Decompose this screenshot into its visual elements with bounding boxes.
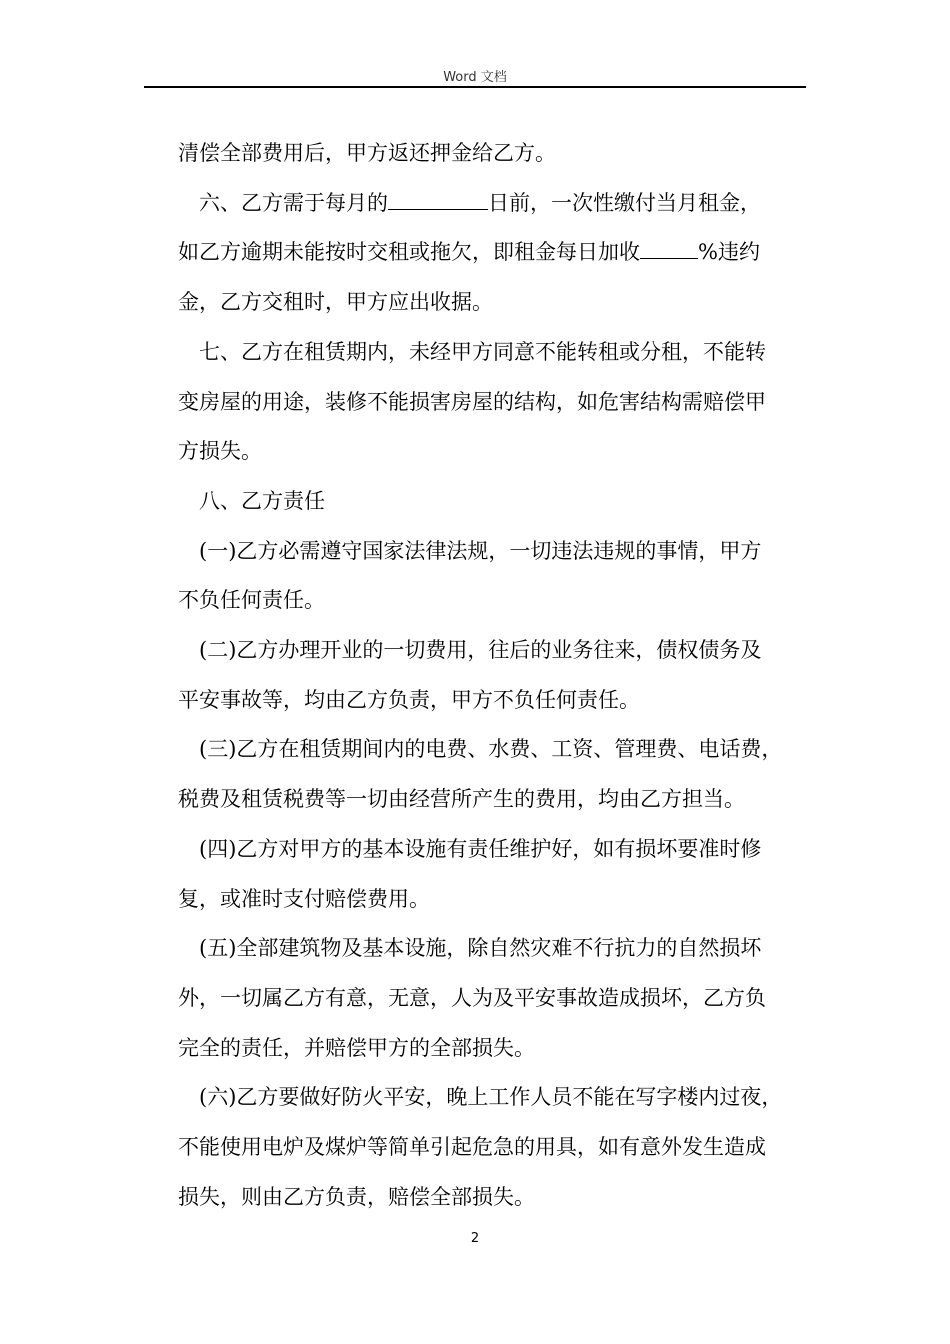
paragraph-line: 税费及租赁税费等一切由经营所产生的费用，均由乙方担当。	[178, 787, 745, 812]
fill-in-blank	[640, 238, 698, 259]
paragraph-line: (一)乙方必需遵守国家法律法规，一切违法违规的事情，甲方	[199, 538, 762, 563]
paragraph-line: (六)乙方要做好防火平安，晚上工作人员不能在写字楼内过夜，	[199, 1085, 783, 1110]
paragraph-line: 变房屋的用途，装修不能损害房屋的结构，如危害结构需赔偿甲	[178, 389, 766, 414]
paragraph-line: 复，或准时支付赔偿费用。	[178, 886, 430, 911]
paragraph-line: (二)乙方办理开业的一切费用，往后的业务往来，债权债务及	[199, 638, 762, 663]
paragraph-line: 金，乙方交租时，甲方应出收据。	[178, 290, 493, 315]
paragraph-line: 六、乙方需于每月的 日前，一次性缴付当月租金，	[199, 190, 761, 215]
paragraph-line: 如乙方逾期未能按时交租或拖欠，即租金每日加收 %违约	[178, 240, 760, 265]
document-body	[178, 129, 808, 1222]
paragraph-line: 外，一切属乙方有意，无意，人为及平安事故造成损坏，乙方负	[178, 985, 766, 1010]
paragraph-line: 不能使用电炉及煤炉等简单引起危急的用具，如有意外发生造成	[178, 1135, 766, 1160]
paragraph-line: 完全的责任，并赔偿甲方的全部损失。	[178, 1035, 535, 1060]
paragraph-line: (四)乙方对甲方的基本设施有责任维护好，如有损坏要准时修	[199, 836, 762, 861]
section-heading: 八、乙方责任	[199, 488, 325, 513]
paragraph-line: 不负任何责任。	[178, 588, 325, 613]
paragraph-line: 平安事故等，均由乙方负责，甲方不负任何责任。	[178, 687, 640, 712]
paragraph-line: 损失，则由乙方负责，赔偿全部损失。	[178, 1184, 535, 1209]
paragraph-line: (五)全部建筑物及基本设施，除自然灾难不行抗力的自然损坏	[199, 936, 762, 961]
page-number: 2	[470, 1231, 480, 1246]
paragraph-line: 方损失。	[178, 439, 262, 464]
header-divider	[144, 86, 806, 88]
paragraph-line: 清偿全部费用后，甲方返还押金给乙方。	[178, 141, 556, 165]
fill-in-blank	[388, 189, 488, 210]
paragraph-line: (三)乙方在租赁期间内的电费、水费、工资、管理费、电话费，	[199, 737, 783, 762]
paragraph-line: 七、乙方在租赁期内，未经甲方同意不能转租或分租，不能转	[199, 339, 766, 364]
page-header: Word 文档	[443, 70, 507, 85]
